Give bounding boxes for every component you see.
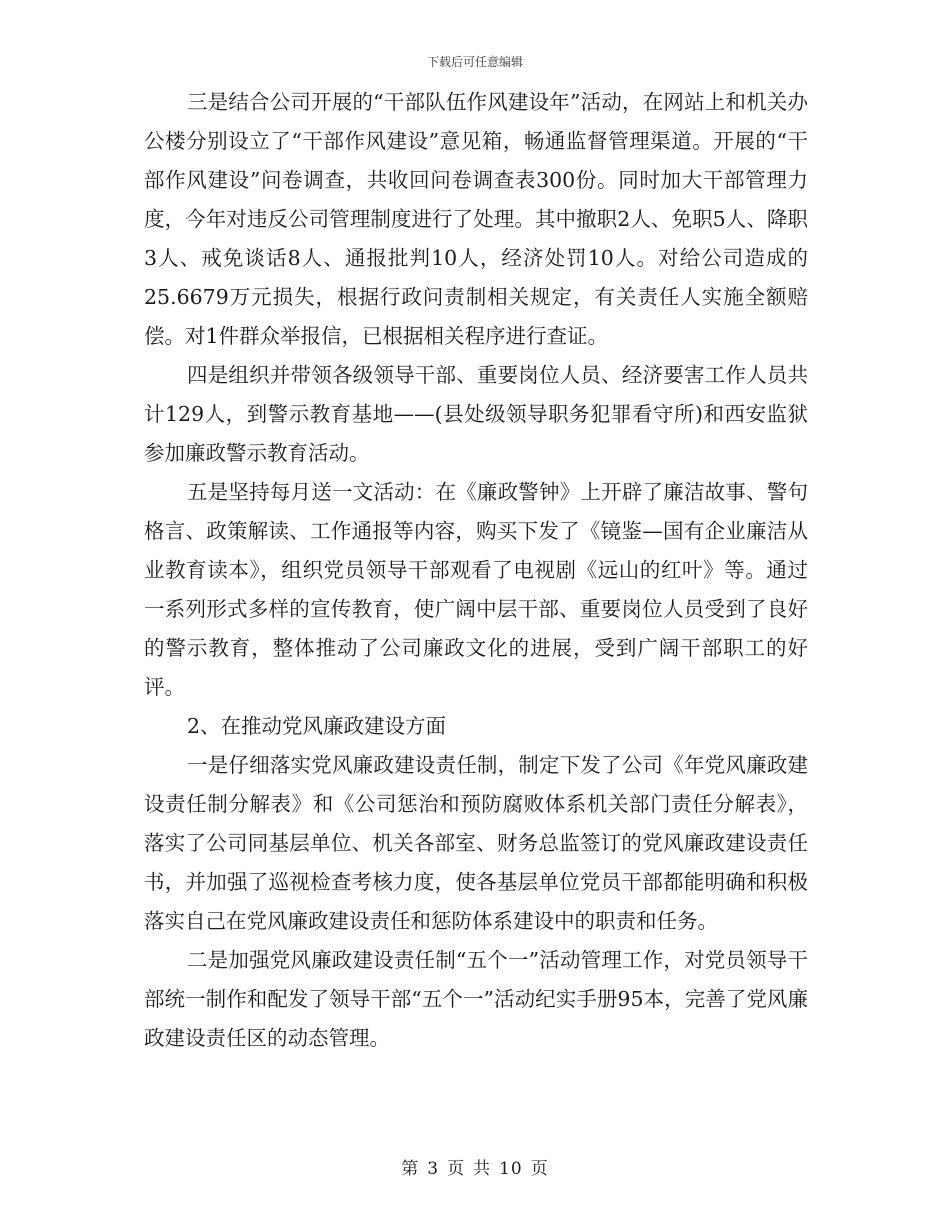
footer-middle: 页 (447, 1159, 466, 1179)
section-heading: 2、在推动党风廉政建设方面 (187, 714, 447, 738)
paragraph-item-3: 三是结合公司开展的“干部队伍作风建设年”活动，在网站上和机关办公楼分别设立了“干部作风建设”意见箱，畅通监督管理渠道。开展的“干部作风建设”问卷调查，共收回问卷调查表300份。同时加大干部管理力度，今年对违反公司管理制度进行了处理。其中撤职2人、免职5人、降职3人、戒免谈话8人、通报批判10人，经济处罚10人。对给公司造成的25.6679万元损失，根据行政问责制相关规定，有关责任人实施全额赔偿。对1件群众举报信，已根据相关程序进行查证。 (144, 90, 808, 348)
page-number: 3 (427, 1159, 440, 1179)
paragraph-item-2: 二是加强党风廉政建设责任制“五个一”活动管理工作，对党员领导干部统一制作和配发了领导干部“五个一”活动纪实手册95本，完善了党风廉政建设责任区的动态管理。 (144, 948, 808, 1050)
page-total: 10 (499, 1159, 523, 1179)
paragraph-item-4: 四是组织并带领各级领导干部、重要岗位人员、经济要害工作人员共计129人，到警示教育基地——(县处级领导职务犯罪看守所)和西安监狱参加廉政警示教育活动。 (144, 363, 808, 465)
paragraph-item-5: 五是坚持每月送一文活动：在《廉政警钟》上开辟了廉洁故事、警句格言、政策解读、工作通报等内容，购买下发了《镜鉴—国有企业廉洁从业教育读本》，组织党员领导干部观看了电视剧《远山的红叶》等。通过一系列形式多样的宣传教育，使广阔中层干部、重要岗位人员受到了良好的警示教育，整体推动了公司廉政文化的进展，受到广阔干部职工的好评。 (144, 480, 808, 699)
footer-suffix: 页 (530, 1159, 549, 1179)
footer-prefix: 第 (401, 1159, 420, 1179)
page-footer (0, 1154, 950, 1179)
document-body (144, 83, 808, 1058)
paragraph-item-1: 一是仔细落实党风廉政建设责任制，制定下发了公司《年党风廉政建设责任制分解表》和《公司惩治和预防腐败体系机关部门责任分解表》，落实了公司同基层单位、机关各部室、财务总监签订的党风廉政建设责任书，并加强了巡视检查考核力度，使各基层单位党员干部都能明确和积极落实自己在党风廉政建设责任和惩防体系建设中的职责和任务。 (144, 753, 808, 933)
footer-of: 共 (473, 1159, 492, 1179)
page-header: 下载后可任意编辑 (426, 55, 523, 69)
